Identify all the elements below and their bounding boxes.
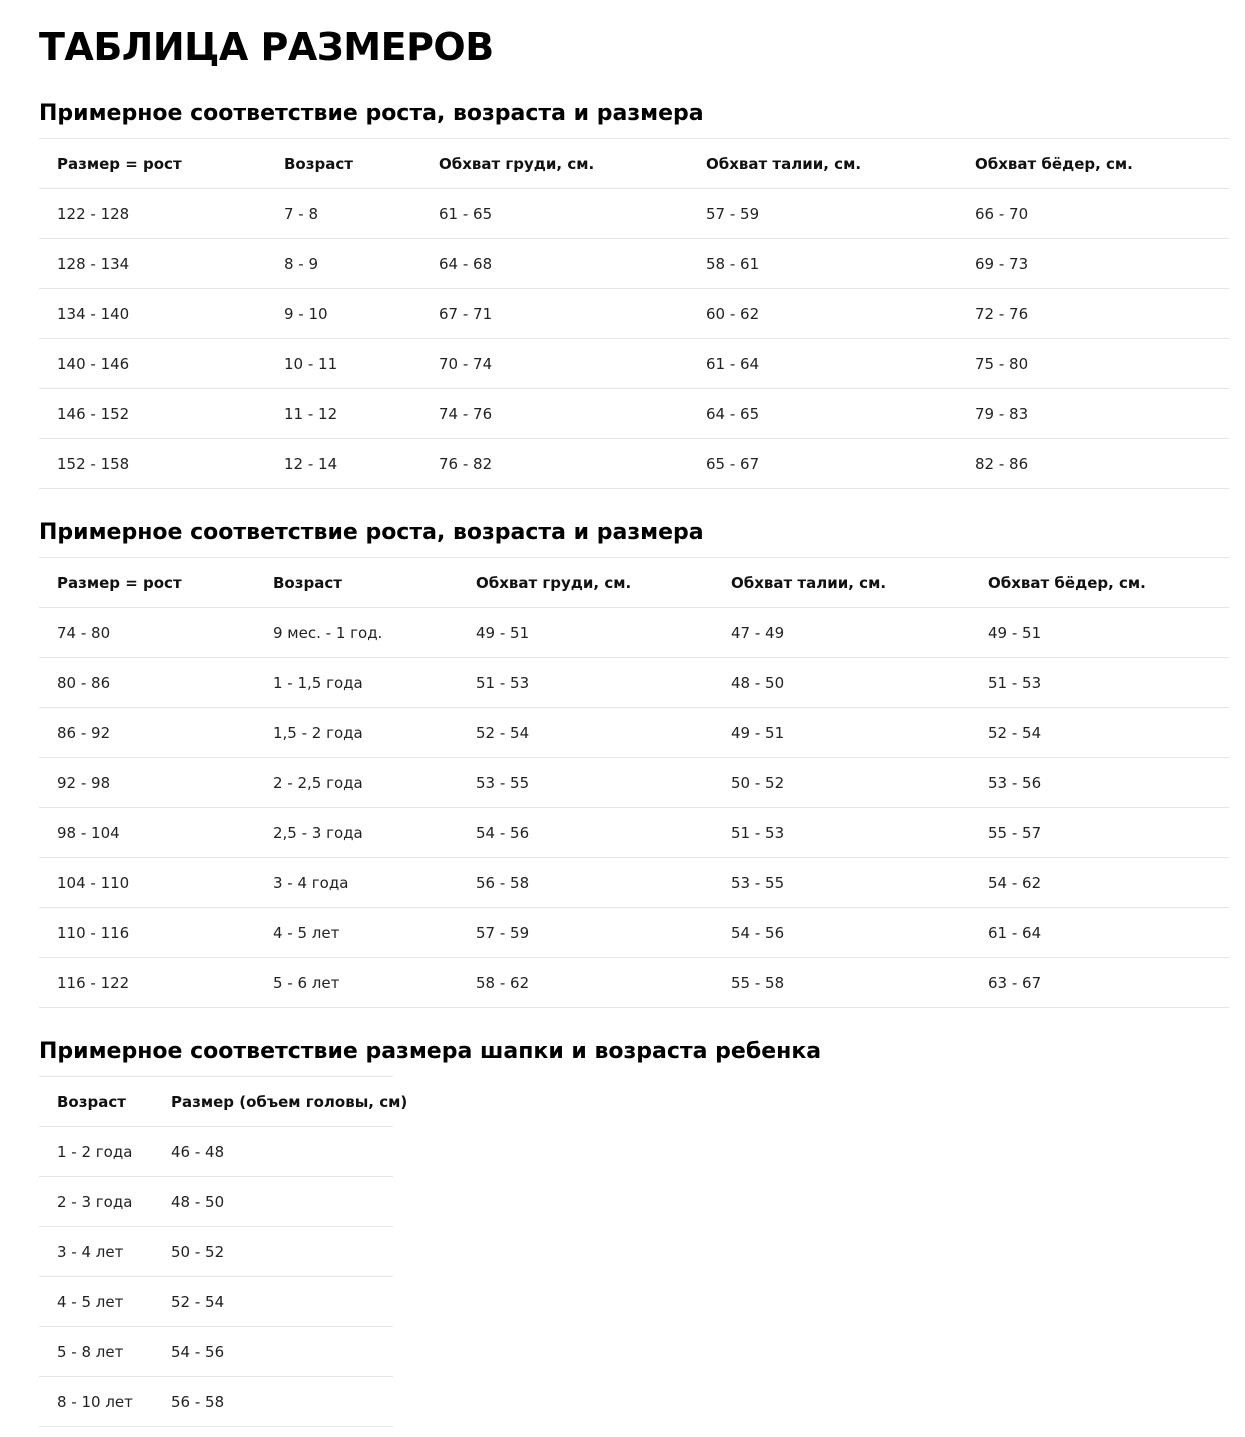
table-cell: 2 - 2,5 года (255, 758, 458, 808)
table-cell: 49 - 51 (970, 608, 1229, 658)
table-cell: 70 - 74 (421, 339, 688, 389)
table-cell: 146 - 152 (39, 389, 266, 439)
table-cell: 69 - 73 (957, 239, 1229, 289)
table-cell: 53 - 56 (970, 758, 1229, 808)
table-header-row (39, 558, 1229, 608)
table-row (39, 1227, 393, 1277)
table-cell: 82 - 86 (957, 439, 1229, 489)
size-table-older-kids (39, 138, 1229, 489)
table-cell: 72 - 76 (957, 289, 1229, 339)
table-cell: 134 - 140 (39, 289, 266, 339)
table-cell: 50 - 52 (153, 1227, 393, 1277)
table-row (39, 1327, 393, 1377)
column-header: Размер = рост (39, 139, 266, 189)
table-cell: 67 - 71 (421, 289, 688, 339)
table-cell: 61 - 64 (688, 339, 957, 389)
table-cell: 10 - 11 (266, 339, 421, 389)
table-cell: 80 - 86 (39, 658, 255, 708)
table-cell: 66 - 70 (957, 189, 1229, 239)
table-cell: 75 - 80 (957, 339, 1229, 389)
table-cell: 128 - 134 (39, 239, 266, 289)
section-title-older-kids: Примерное соответствие роста, возраста и размера (39, 101, 704, 126)
table-cell: 86 - 92 (39, 708, 255, 758)
table-row (39, 339, 1229, 389)
table-cell: 79 - 83 (957, 389, 1229, 439)
table-row (39, 858, 1229, 908)
table-row (39, 658, 1229, 708)
page-title: ТАБЛИЦА РАЗМЕРОВ (39, 25, 494, 69)
table-cell: 74 - 76 (421, 389, 688, 439)
table-cell: 3 - 4 лет (39, 1227, 153, 1277)
table-row (39, 958, 1229, 1008)
table-cell: 54 - 56 (153, 1327, 393, 1377)
table-row (39, 808, 1229, 858)
column-header: Обхват груди, см. (421, 139, 688, 189)
table-row (39, 289, 1229, 339)
table-cell: 54 - 62 (970, 858, 1229, 908)
table-cell: 9 - 10 (266, 289, 421, 339)
table-row (39, 1127, 393, 1177)
table-cell: 58 - 62 (458, 958, 713, 1008)
column-header: Размер = рост (39, 558, 255, 608)
table-cell: 61 - 64 (970, 908, 1229, 958)
table-cell: 49 - 51 (458, 608, 713, 658)
table-cell: 50 - 52 (713, 758, 970, 808)
table-row (39, 1277, 393, 1327)
table-cell: 61 - 65 (421, 189, 688, 239)
table-cell: 52 - 54 (970, 708, 1229, 758)
section-title-young-kids: Примерное соответствие роста, возраста и размера (39, 520, 704, 545)
table-row (39, 1177, 393, 1227)
table-row (39, 1377, 393, 1427)
hat-size-table (39, 1076, 408, 1427)
table-cell: 55 - 58 (713, 958, 970, 1008)
table-cell: 49 - 51 (713, 708, 970, 758)
table-cell: 140 - 146 (39, 339, 266, 389)
table-cell: 152 - 158 (39, 439, 266, 489)
table-cell: 53 - 55 (713, 858, 970, 908)
column-header: Обхват груди, см. (458, 558, 713, 608)
table-cell: 98 - 104 (39, 808, 255, 858)
table-cell: 5 - 8 лет (39, 1327, 153, 1377)
column-header: Обхват талии, см. (688, 139, 957, 189)
table-row (39, 389, 1229, 439)
size-table-young-kids (39, 557, 1229, 1008)
table-row (39, 708, 1229, 758)
table-cell: 3 - 4 года (255, 858, 458, 908)
table-cell: 4 - 5 лет (39, 1277, 153, 1327)
table-cell: 51 - 53 (458, 658, 713, 708)
column-header: Обхват бёдер, см. (957, 139, 1229, 189)
table-cell: 2,5 - 3 года (255, 808, 458, 858)
table-cell: 48 - 50 (713, 658, 970, 708)
table-cell: 51 - 53 (713, 808, 970, 858)
table-cell: 53 - 55 (458, 758, 713, 808)
table-cell: 52 - 54 (153, 1277, 393, 1327)
table-header-row (39, 1077, 393, 1127)
table-cell: 55 - 57 (970, 808, 1229, 858)
table-cell: 64 - 65 (688, 389, 957, 439)
table-cell: 5 - 6 лет (255, 958, 458, 1008)
table-cell: 4 - 5 лет (255, 908, 458, 958)
table-row (39, 908, 1229, 958)
table-cell: 52 - 54 (458, 708, 713, 758)
table-cell: 54 - 56 (713, 908, 970, 958)
table-cell: 1,5 - 2 года (255, 708, 458, 758)
table-cell: 11 - 12 (266, 389, 421, 439)
table-cell: 116 - 122 (39, 958, 255, 1008)
table-cell: 8 - 9 (266, 239, 421, 289)
table-cell: 7 - 8 (266, 189, 421, 239)
section-title-hat-sizes: Примерное соответствие размера шапки и возраста ребенка (39, 1039, 822, 1064)
column-header: Обхват талии, см. (713, 558, 970, 608)
table-row (39, 758, 1229, 808)
table-cell: 8 - 10 лет (39, 1377, 153, 1427)
column-header: Возраст (255, 558, 458, 608)
column-header: Возраст (266, 139, 421, 189)
table-cell: 65 - 67 (688, 439, 957, 489)
table-cell: 110 - 116 (39, 908, 255, 958)
column-header: Обхват бёдер, см. (970, 558, 1229, 608)
table-cell: 74 - 80 (39, 608, 255, 658)
table-cell: 57 - 59 (458, 908, 713, 958)
table-cell: 1 - 1,5 года (255, 658, 458, 708)
table-cell: 122 - 128 (39, 189, 266, 239)
table-cell: 76 - 82 (421, 439, 688, 489)
column-header: Возраст (39, 1077, 153, 1127)
table-cell: 46 - 48 (153, 1127, 393, 1177)
table-cell: 2 - 3 года (39, 1177, 153, 1227)
table-cell: 57 - 59 (688, 189, 957, 239)
table-cell: 54 - 56 (458, 808, 713, 858)
table-cell: 64 - 68 (421, 239, 688, 289)
table-header-row (39, 139, 1229, 189)
table-cell: 56 - 58 (153, 1377, 393, 1427)
table-cell: 60 - 62 (688, 289, 957, 339)
table-row (39, 439, 1229, 489)
table-cell: 1 - 2 года (39, 1127, 153, 1177)
table-cell: 104 - 110 (39, 858, 255, 908)
table-row (39, 239, 1229, 289)
table-cell: 63 - 67 (970, 958, 1229, 1008)
table-cell: 58 - 61 (688, 239, 957, 289)
table-cell: 12 - 14 (266, 439, 421, 489)
table-cell: 48 - 50 (153, 1177, 393, 1227)
table-cell: 51 - 53 (970, 658, 1229, 708)
table-cell: 47 - 49 (713, 608, 970, 658)
table-cell: 92 - 98 (39, 758, 255, 808)
column-header: Размер (объем головы, см) (153, 1077, 393, 1127)
table-row (39, 608, 1229, 658)
table-row (39, 189, 1229, 239)
table-cell: 9 мес. - 1 год. (255, 608, 458, 658)
table-cell: 56 - 58 (458, 858, 713, 908)
